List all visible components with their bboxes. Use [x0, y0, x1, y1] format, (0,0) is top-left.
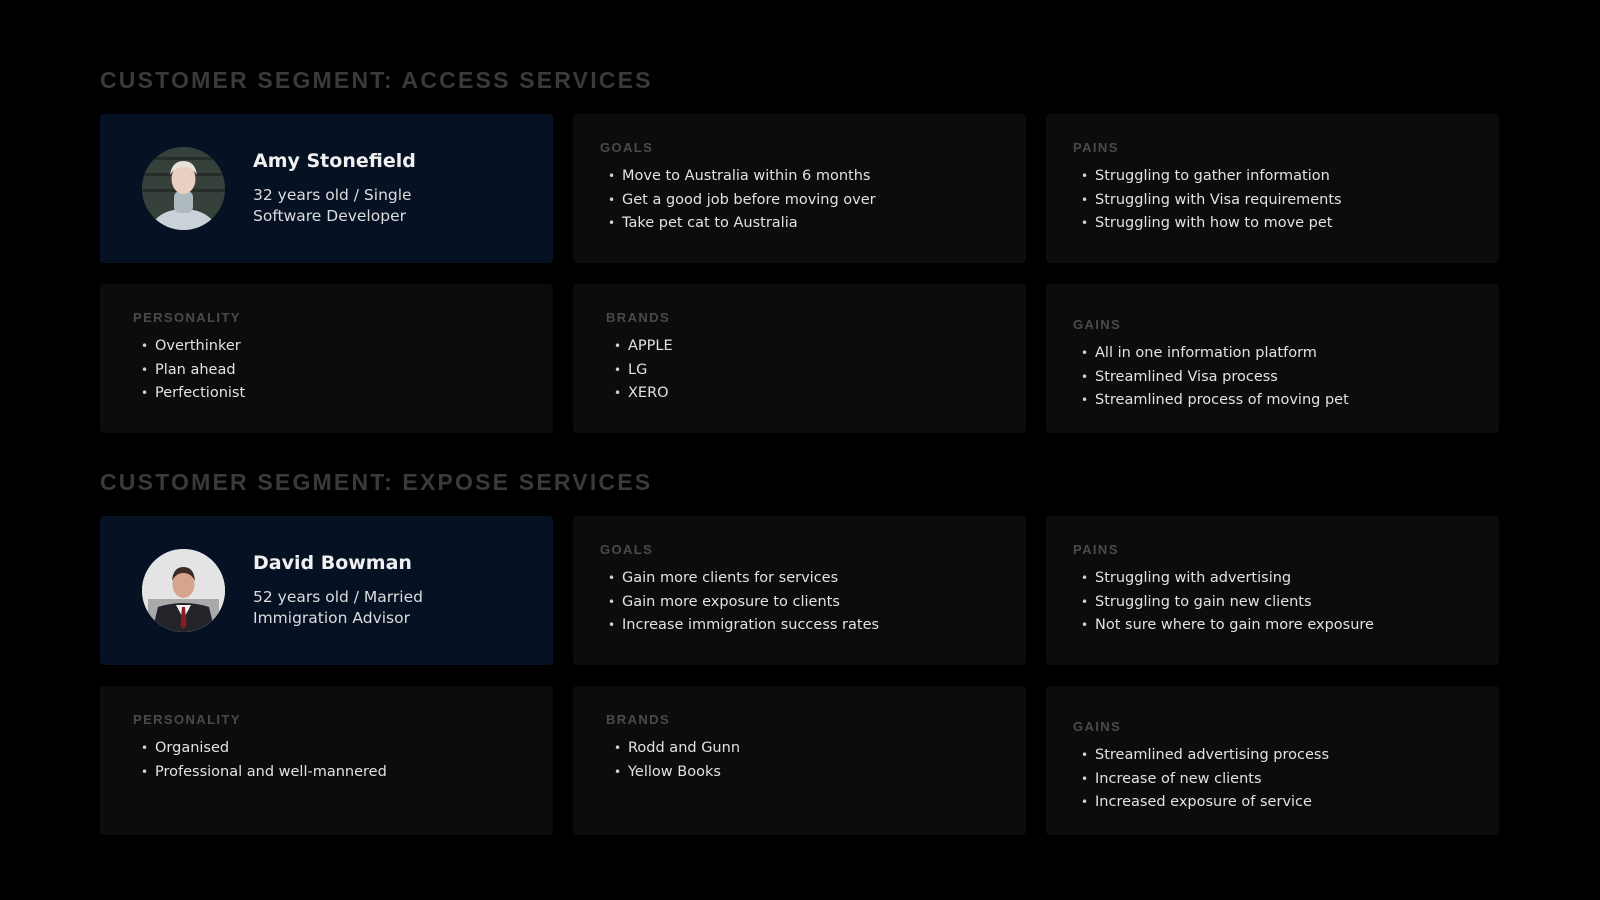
pains-list: [1073, 165, 1342, 236]
list-item: • Perfectionist: [133, 382, 245, 406]
persona-grid: [100, 516, 1500, 836]
persona-age-status: 32 years old / Single: [253, 186, 412, 204]
list-item: • Gain more clients for services: [600, 567, 879, 591]
segment-title: CUSTOMER SEGMENT: ACCESS SERVICES: [100, 67, 653, 93]
persona-details: [253, 185, 412, 227]
list-item: • Move to Australia within 6 months: [600, 165, 876, 189]
brands-card: [573, 284, 1026, 433]
persona-details: [253, 587, 423, 629]
gains-card: [1046, 686, 1499, 835]
list-item: • Struggling to gather information: [1073, 165, 1342, 189]
list-item: • Streamlined Visa process: [1073, 366, 1349, 390]
list-item: • Struggling with how to move pet: [1073, 212, 1342, 236]
pains-list: [1073, 567, 1374, 638]
list-item: • Organised: [133, 737, 387, 761]
personality-list: [133, 737, 387, 784]
gains-label: GAINS: [1073, 719, 1122, 734]
persona-age-status: 52 years old / Married: [253, 588, 423, 606]
list-item: • All in one information platform: [1073, 342, 1349, 366]
persona-card: [100, 114, 553, 263]
pains-card: [1046, 516, 1499, 665]
brands-label: BRANDS: [606, 712, 671, 727]
brands-card: [573, 686, 1026, 835]
list-item: • Plan ahead: [133, 359, 245, 383]
brands-list: [606, 737, 740, 784]
list-item: • Increase of new clients: [1073, 768, 1329, 792]
goals-list: [600, 165, 876, 236]
list-item: • Struggling to gain new clients: [1073, 591, 1374, 615]
list-item: • Get a good job before moving over: [600, 189, 876, 213]
list-item: • LG: [606, 359, 673, 383]
persona-occupation: Immigration Advisor: [253, 609, 410, 627]
list-item: • Not sure where to gain more exposure: [1073, 614, 1374, 638]
persona-occupation: Software Developer: [253, 207, 406, 225]
personality-card: [100, 686, 553, 835]
segment-expose-services: [100, 466, 1500, 810]
list-item: • Struggling with advertising: [1073, 567, 1374, 591]
gains-label: GAINS: [1073, 317, 1122, 332]
list-item: • Increase immigration success rates: [600, 614, 879, 638]
persona-card: [100, 516, 553, 665]
avatar-david: [142, 549, 225, 632]
personality-list: [133, 335, 245, 406]
list-item: • Yellow Books: [606, 761, 740, 785]
list-item: • Gain more exposure to clients: [600, 591, 879, 615]
list-item: • Struggling with Visa requirements: [1073, 189, 1342, 213]
goals-card: [573, 516, 1026, 665]
personality-card: [100, 284, 553, 433]
brands-list: [606, 335, 673, 406]
persona-name: Amy Stonefield: [253, 150, 416, 172]
gains-card: [1046, 284, 1499, 433]
list-item: • APPLE: [606, 335, 673, 359]
list-item: • Overthinker: [133, 335, 245, 359]
gains-list: [1073, 342, 1349, 413]
segment-title: CUSTOMER SEGMENT: EXPOSE SERVICES: [100, 469, 653, 495]
pains-label: PAINS: [1073, 140, 1119, 155]
brands-label: BRANDS: [606, 310, 671, 325]
personality-label: PERSONALITY: [133, 712, 241, 727]
goals-label: GOALS: [600, 542, 654, 557]
persona-name: David Bowman: [253, 552, 412, 574]
list-item: • Streamlined advertising process: [1073, 744, 1329, 768]
personality-label: PERSONALITY: [133, 310, 241, 325]
list-item: • Increased exposure of service: [1073, 791, 1329, 815]
list-item: • Take pet cat to Australia: [600, 212, 876, 236]
persona-grid: [100, 114, 1500, 434]
gains-list: [1073, 744, 1329, 815]
person-photo-icon: [142, 549, 225, 632]
goals-list: [600, 567, 879, 638]
list-item: • XERO: [606, 382, 673, 406]
goals-card: [573, 114, 1026, 263]
avatar-amy: [142, 147, 225, 230]
pains-label: PAINS: [1073, 542, 1119, 557]
list-item: • Rodd and Gunn: [606, 737, 740, 761]
person-photo-icon: [142, 147, 225, 230]
segment-access-services: [100, 64, 1500, 408]
goals-label: GOALS: [600, 140, 654, 155]
list-item: • Professional and well-mannered: [133, 761, 387, 785]
pains-card: [1046, 114, 1499, 263]
list-item: • Streamlined process of moving pet: [1073, 389, 1349, 413]
